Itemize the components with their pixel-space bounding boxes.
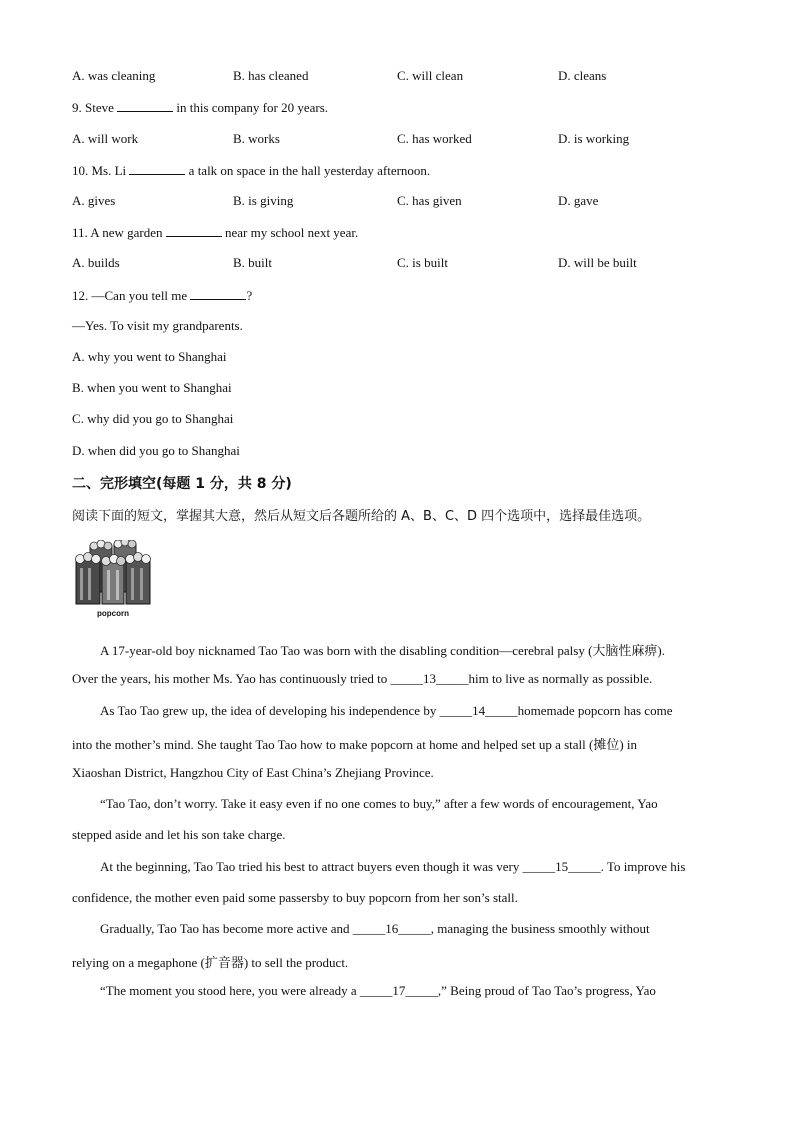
q12-option-d: D. when did you go to Shanghai [72, 443, 240, 458]
q9-stem-after: in this company for 20 years. [176, 100, 329, 115]
blank-14: _____14_____ [439, 703, 518, 718]
passage-text: Gradually, Tao Tao has become more active and [100, 921, 353, 936]
passage-text: . To improve his [600, 859, 686, 874]
section-instruction: 阅读下面的短文，掌握其大意，然后从短文后各题所给的 A、B、C、D 四个选项中，选择最佳选项。 [72, 509, 651, 524]
passage-line: Xiaoshan District, Hangzhou City of East China’s Zhejiang Province. [72, 765, 434, 780]
q12-option-c: C. why did you go to Shanghai [72, 411, 234, 426]
popcorn-image [72, 540, 156, 620]
q10-stem-after: a talk on space in the hall yesterday afternoon. [188, 163, 431, 178]
q8-option-a: A. was cleaning [72, 68, 156, 83]
q11-stem-after: near my school next year. [225, 225, 359, 240]
q9-blank [117, 99, 173, 112]
q10-option-b: B. is giving [233, 193, 294, 208]
passage-text: “The moment you stood here, you were already a [100, 983, 360, 998]
q8-option-c: C. will clean [397, 68, 464, 83]
q9-options [72, 131, 752, 149]
passage-text: As Tao Tao grew up, the idea of developing his independence by [100, 703, 440, 718]
q9-option-b: B. works [233, 131, 280, 146]
passage-line [100, 859, 685, 875]
q12-stem-before: 12. —Can you tell me [72, 288, 188, 303]
q12-option-a: A. why you went to Shanghai [72, 349, 227, 364]
q11-blank [166, 224, 222, 237]
q11-stem-before: 11. A new garden [72, 225, 163, 240]
image-caption: popcorn [97, 609, 129, 618]
q9-stem [72, 99, 328, 116]
q11-stem [72, 224, 358, 241]
q10-option-c: C. has given [397, 193, 462, 208]
q12-stem [72, 287, 252, 304]
passage-line: A 17-year-old boy nicknamed Tao Tao was born with the disabling condition—cerebral palsy (大脑性麻痹). [100, 643, 665, 658]
blank-15: _____15_____ [522, 859, 601, 874]
passage-line: confidence, the mother even paid some passersby to buy popcorn from her son’s stall. [72, 890, 518, 905]
passage-line: into the mother’s mind. She taught Tao Tao how to make popcorn at home and helped set up a stall (摊位) in [72, 737, 638, 752]
q12-blank [190, 287, 246, 300]
section-title: 二、完形填空(每题 1 分，共 8 分) [72, 476, 292, 492]
passage-text: him to live as normally as possible. [468, 671, 653, 686]
q9-option-a: A. will work [72, 131, 139, 146]
passage-text: ,” Being proud of Tao Tao’s progress, Yao [437, 983, 656, 998]
q10-option-d: D. gave [558, 193, 599, 208]
q10-stem-before: 10. Ms. Li [72, 163, 127, 178]
q11-option-c: C. is built [397, 255, 448, 270]
passage-line [100, 983, 656, 999]
q11-option-a: A. builds [72, 255, 120, 270]
passage-line: relying on a megaphone (扩音器) to sell the product. [72, 955, 349, 970]
q8-options [72, 68, 752, 86]
passage-line: “Tao Tao, don’t worry. Take it easy even if no one comes to buy,” after a few words of encouragement, Yao [100, 796, 658, 811]
q10-stem [72, 162, 430, 179]
passage-text: Over the years, his mother Ms. Yao has continuously tried to [72, 671, 391, 686]
q9-option-c: C. has worked [397, 131, 472, 146]
q8-option-b: B. has cleaned [233, 68, 309, 83]
q12-stem-after: ? [246, 288, 253, 303]
popcorn-bags-illustration [72, 540, 156, 608]
q9-stem-before: 9. Steve [72, 100, 114, 115]
passage-text: , managing the business smoothly without [430, 921, 650, 936]
q8-option-d: D. cleans [558, 68, 607, 83]
passage-text: homemade popcorn has come [517, 703, 673, 718]
passage-line: stepped aside and let his son take charge. [72, 827, 286, 842]
q12-option-b: B. when you went to Shanghai [72, 380, 232, 395]
q9-option-d: D. is working [558, 131, 630, 146]
q11-option-b: B. built [233, 255, 273, 270]
q10-blank [129, 162, 185, 175]
passage-line [72, 671, 652, 687]
q11-options [72, 255, 752, 273]
q10-options [72, 193, 752, 211]
blank-17: _____17_____ [359, 983, 438, 998]
q12-reply: —Yes. To visit my grandparents. [72, 318, 243, 333]
blank-16: _____16_____ [352, 921, 431, 936]
q11-option-d: D. will be built [558, 255, 637, 270]
passage-line [100, 921, 650, 937]
blank-13: _____13_____ [390, 671, 469, 686]
q10-option-a: A. gives [72, 193, 116, 208]
passage-line [100, 703, 672, 719]
passage-text: At the beginning, Tao Tao tried his best to attract buyers even though it was very [100, 859, 523, 874]
